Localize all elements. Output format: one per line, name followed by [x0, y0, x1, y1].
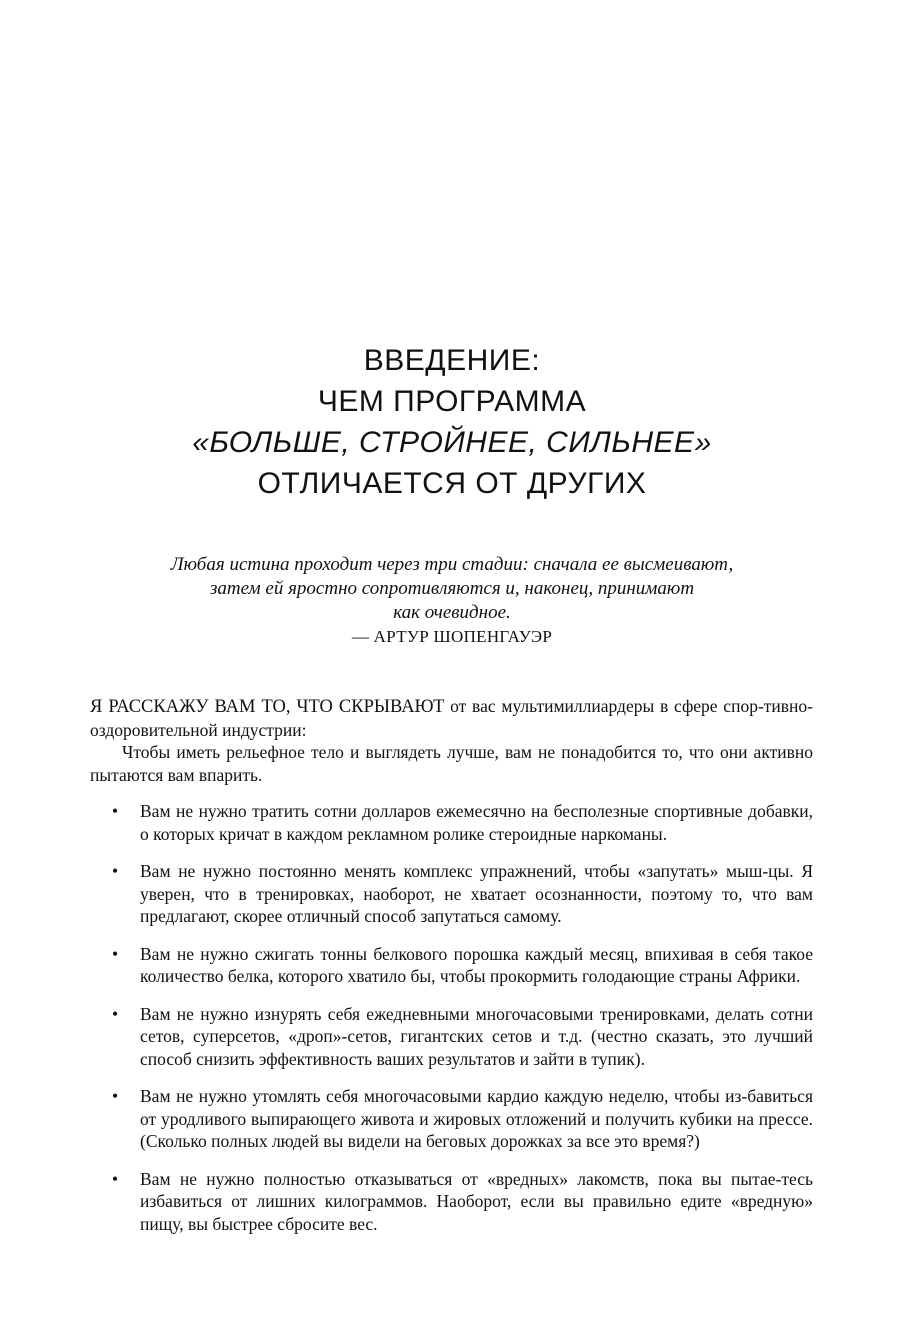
bullet-icon: •	[112, 943, 119, 964]
list-item-text: Вам не нужно полностью отказываться от «вредных» лакомств, пока вы пытае-тесь избавиться от лишних килограммов. Наоборот, если вы правильно едите «вредную» пищу, вы быстрее сбросите вес.	[140, 1168, 813, 1234]
bullet-icon: •	[112, 1003, 119, 1024]
bullet-icon: •	[112, 1086, 119, 1106]
bullet-list	[90, 800, 813, 1235]
list-item	[90, 860, 813, 928]
chapter-title-line-4: ОТЛИЧАЕТСЯ ОТ ДРУГИХ	[257, 467, 647, 500]
epigraph-line-3: как очевидное.	[393, 602, 511, 623]
epigraph-line-2: затем ей яростно сопротивляются и, наконец, принимают	[209, 578, 695, 599]
bullet-icon: •	[112, 1168, 119, 1189]
intro-rest: от вас мультимиллиардеры в сфере спор-тивно-оздоровительной индустрии:	[90, 696, 813, 740]
intro-paragraph	[90, 695, 813, 741]
intro-lead-caps: Я РАССКАЖУ ВАМ ТО, ЧТО СКРЫВАЮТ	[90, 697, 445, 717]
epigraph-line-1: Любая истина проходит через три стадии: сначала ее высмеивают,	[170, 554, 734, 575]
bullet-icon: •	[112, 801, 119, 821]
chapter-title	[0, 340, 904, 504]
epigraph-author: — АРТУР ШОПЕНГАУЭР	[351, 627, 553, 646]
second-paragraph: Чтобы иметь рельефное тело и выглядеть лучше, вам не понадобится то, что они активно пытаются вам впарить.	[90, 742, 813, 785]
body-text	[90, 695, 813, 1250]
list-item-text: Вам не нужно постоянно менять комплекс упражнений, чтобы «запутать» мыш-цы. Я уверен, что в тренировках, наоборот, не хватает осознанности, поэтому то, что вам предлагают, скорее отличный способ запутаться самому.	[140, 861, 813, 926]
list-item-text: Вам не нужно тратить сотни долларов ежемесячно на бесполезные спортивные добавки, о которых кричат в каждом рекламном ролике стероидные наркоманы.	[140, 801, 813, 844]
list-item	[90, 1085, 813, 1153]
chapter-title-line-2: ЧЕМ ПРОГРАММА	[317, 385, 587, 418]
list-item-text: Вам не нужно сжигать тонны белкового порошка каждый месяц, впихивая в себя такое количество белка, которого хватило бы, чтобы прокормить голодающие страны Африки.	[140, 943, 813, 986]
epigraph-quote	[100, 553, 804, 625]
list-item	[90, 1168, 813, 1236]
list-item-text: Вам не нужно утомлять себя многочасовыми кардио каждую неделю, чтобы из-бавиться от уродливого выпирающего живота и жировых отложений и получить кубики на прессе. (Сколько полных людей вы видели на беговых дорожках за все это время?)	[140, 1086, 813, 1151]
list-item	[90, 800, 813, 845]
chapter-title-line-3: «БОЛЬШЕ, СТРОЙНЕЕ, СИЛЬНЕЕ»	[192, 426, 712, 459]
list-item-text: Вам не нужно изнурять себя ежедневными многочасовыми тренировками, делать сотни сетов, суперсетов, «дроп»-сетов, гигантских сетов и т.д. (честно сказать, это лучший способ снизить эффективность ваших результатов и зайти в тупик).	[140, 1003, 813, 1069]
list-item	[90, 943, 813, 988]
epigraph	[100, 553, 804, 649]
chapter-title-line-1: ВВЕДЕНИЕ:	[363, 344, 541, 377]
bullet-icon: •	[112, 861, 119, 881]
list-item	[90, 1003, 813, 1071]
